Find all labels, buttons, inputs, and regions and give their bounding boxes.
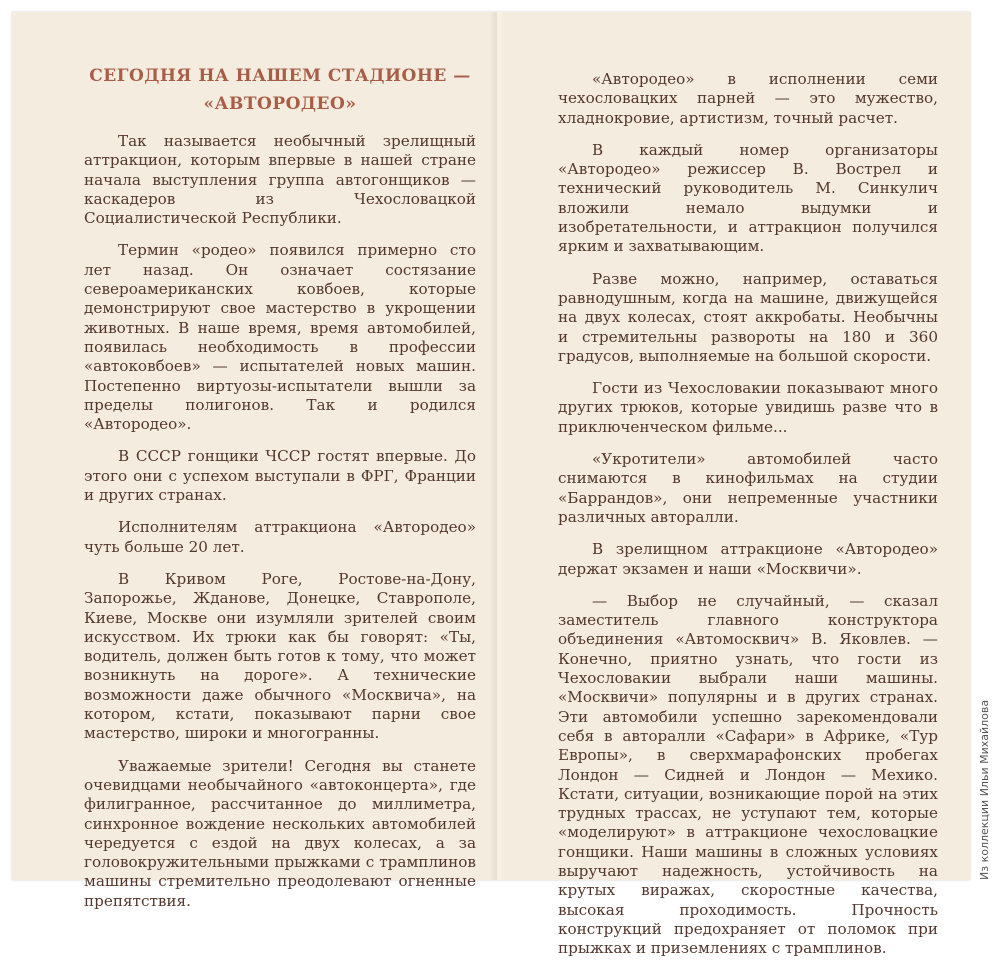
title-line-1: СЕГОДНЯ НА НАШЕМ СТАДИОНЕ — [89,66,471,86]
paragraph: В СССР гонщики ЧССР гостят впервые. До этого они с успехом выступали в ФРГ, Франции и других странах. [84,447,476,505]
paragraph: Гости из Чехословакии показывают много других трюков, которые увидишь разве что в приключенческом фильме... [558,379,938,436]
right-column [558,70,938,971]
paragraph: Уважаемые зрители! Сегодня вы станете очевидцами необычайного «автоконцерта», где филигранное, рассчитанное до миллиметра, синхронное вождение нескольких автомобилей чередуется с ездой на двух колесах, а за головокружительными прыжками с трамплинов машины стремительно преодолевают огненные препятствия. [84,756,476,910]
paragraph: В каждый номер организаторы «Авторoдео» режиссер В. Вострел и технический руководитель М. Синкулич вложили немало выдумки и изобретательности, и аттракцион получился ярким и захватывающим. [558,140,938,256]
left-column [84,62,476,924]
paragraph: В Кривом Роге, Ростове-на-Дону, Запорожье, Жданове, Донецке, Ставрополе, Киеве, Москве они изумляли зрителей своим искусством. Их трюки как бы говорят: «Ты, водитель, должен быть готов к тому, что может возникнуть на дороге». А технические возможности даже обычного «Москвича», на котором, кстати, показывают парни свое мастерство, широки и многогранны. [84,569,476,743]
paragraph: «Авторoдео» в исполнении семи чехословацких парней — это мужество, хладнокровие, артистизм, точный расчет. [558,70,938,127]
title-line-2: «АВТОРОДЕО» [203,94,357,114]
collection-credit [974,690,994,880]
paragraph: Разве можно, например, оставаться равнодушным, когда на машине, движущейся на двух колесах, стоят аккробаты. Необычны и стремительны развороты на 180 и 360 градусов, выполняемые на большой скорости. [558,269,938,365]
paragraph: Так называется необычный зрелищный аттракцион, которым впервые в нашей стране начала выступления группа автогонщиков — каскадеров из Чехословацкой Социалистической Республики. [84,132,476,228]
paragraph: «Укротители» автомобилей часто снимаются в кинофильмах на студии «Баррандов», они непременные участники различных автоpалли. [558,450,938,526]
paragraph: — Выбор не случайный, — сказал заместитель главного конструктора объединения «Автомосквич» В. Яковлев. — Конечно, приятно узнать, что гости из Чехословакии выбрали наши машины. «Москвичи» популярны и в других странах. Эти автомобили успешно зарекомендовали себя в авторалли «Сафари» в Африке, «Тур Европы», в сверхмарафонских пробегах Лондон — Сидней и Лондон — Мехико. Кстати, ситуации, возникающие порой на этих трудных трассах, не уступают тем, которые «моделируют» в аттракционе чехословацкие гонщики. Наши машины в сложных условиях выручают надежность, устойчивость на крутых виражах, скоростные качества, высокая проходимость. Прочность конструкций предохраняет от поломок при прыжках и приземлениях с трамплинов. [558,591,938,958]
program-leaflet [12,12,970,958]
paragraph: Термин «родео» появился примерно сто лет назад. Он означает состязание североамериканских ковбоев, которые демонстрируют свое мастерство в укрощении животных. В наше время, время автомобилей, появилась необходимость в профессии «автоковбоев» — испытателей новых машин. Постепенно виртуозы-испытатели вышли за пределы полигонов. Так и родился «Авторoдео». [84,241,476,434]
paragraph: Исполнителям аттракциона «Авторoдео» чуть больше 20 лет. [84,518,476,556]
page-title [84,62,476,118]
collection-credit-text: Из коллекции Ильи Михайлова [978,699,991,880]
paragraph: В зрелищном аттракционе «Авторoдео» держат экзамен и наши «Москвичи». [558,540,938,578]
center-fold [490,12,504,880]
